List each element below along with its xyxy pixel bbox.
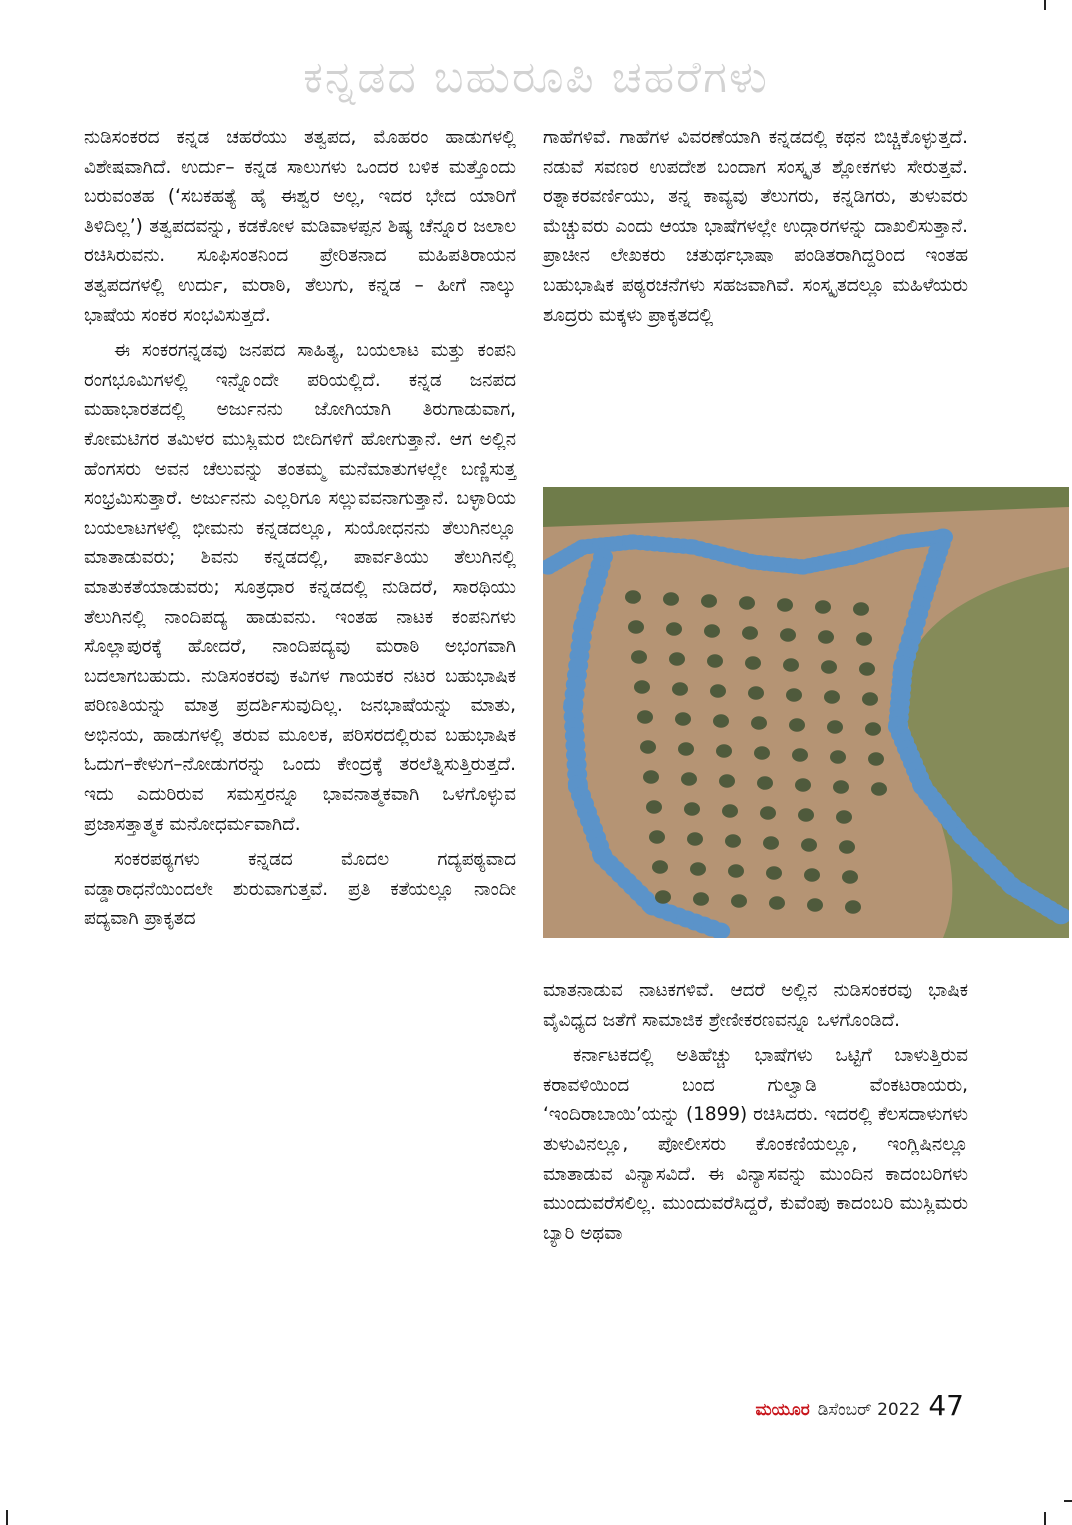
people-formation-photo [543, 487, 1069, 938]
issue-date: ಡಿಸೆಂಬರ್ 2022 [817, 1400, 921, 1420]
left-column [84, 123, 516, 940]
magazine-logo: ಮಯೂರ [755, 1400, 810, 1420]
page-number: 47 [928, 1389, 964, 1422]
article-header: ಕನ್ನಡದ ಬಹುರೂಪಿ ಚಹರೆಗಳು [303, 52, 769, 103]
page-footer [756, 1389, 965, 1422]
article-photo [543, 487, 1069, 938]
paragraph: ಗಾಹೆಗಳಿವೆ. ಗಾಹೆಗಳ ವಿವರಣೆಯಾಗಿ ಕನ್ನಡದಲ್ಲಿ ಕಥನ ಬಿಚ್ಚಿಕೊಳ್ಳುತ್ತದೆ. ನಡುವೆ ಸವಣರ ಉಪದೇಶ ಬಂದಾಗ ಸಂಸ್ಕೃತ ಶ್ಲೋಕಗಳು ಸೇರುತ್ತವೆ. ರತ್ನಾಕರವರ್ಣಿಯು, ತನ್ನ ಕಾವ್ಯವು ತೆಲುಗರು, ಕನ್ನಡಿಗರು, ತುಳುವರು ಮೆಚ್ಚುವರು ಎಂದು ಆಯಾ ಭಾಷೆಗಳಲ್ಲೇ ಉದ್ಗಾರಗಳನ್ನು ದಾಖಲಿಸುತ್ತಾನೆ. ಪ್ರಾಚೀನ ಲೇಖಕರು ಚತುರ್ಥಭಾಷಾ ಪಂಡಿತರಾಗಿದ್ದರಿಂದ ಇಂತಹ ಬಹುಭಾಷಿಕ ಪಠ್ಯರಚನೆಗಳು ಸಹಜವಾಗಿವೆ. ಸಂಸ್ಕೃತದಲ್ಲೂ ಮಹಿಳೆಯರು ಶೂದ್ರರು ಮಕ್ಕಳು ಪ್ರಾಕೃತದಲ್ಲಿ [543, 127, 968, 326]
right-column-bottom [543, 976, 968, 1254]
paragraph: ಸಂಕರಪಠ್ಯಗಳು ಕನ್ನಡದ ಮೊದಲ ಗದ್ಯಪಠ್ಯವಾದ ವಡ್ಡಾರಾಧನೆಯಿಂದಲೇ ಶುರುವಾಗುತ್ತವೆ. ಪ್ರತಿ ಕತೆಯಲ್ಲೂ ನಾಂದೀ ಪದ್ಯವಾಗಿ ಪ್ರಾಕೃತದ [84, 849, 516, 930]
right-column-top [543, 123, 968, 336]
crop-mark [1044, 1512, 1046, 1525]
paragraph: ನುಡಿಸಂಕರದ ಕನ್ನಡ ಚಹರೆಯು ತತ್ವಪದ, ಮೊಹರಂ ಹಾಡುಗಳಲ್ಲಿ ವಿಶೇಷವಾಗಿದೆ. ಉರ್ದು– ಕನ್ನಡ ಸಾಲುಗಳು ಒಂದರ ಬಳಿಕ ಮತ್ತೊಂದು ಬರುವಂತಹ (‘ಸಬಕಹತ್ಯೆ ಹೈ ಈಶ್ವರ ಅಲ್ಲ, ಇದರ ಭೇದ ಯಾರಿಗೆ ತಿಳಿದಿಲ್ಲ’) ತತ್ವಪದವನ್ನು, ಕಡಕೋಳ ಮಡಿವಾಳಪ್ಪನ ಶಿಷ್ಯ ಚೆನ್ನೂರ ಜಲಾಲ ರಚಿಸಿರುವನು. ಸೂಫಿಸಂತನಿಂದ ಪ್ರೇರಿತನಾದ ಮಹಿಪತಿರಾಯನ ತತ್ವಪದಗಳಲ್ಲಿ ಉರ್ದು, ಮರಾಠಿ, ತೆಲುಗು, ಕನ್ನಡ – ಹೀಗೆ ನಾಲ್ಕು ಭಾಷೆಯ ಸಂಕರ ಸಂಭವಿಸುತ್ತದೆ. [84, 127, 516, 326]
crop-mark [1064, 1500, 1072, 1502]
paragraph: ಮಾತನಾಡುವ ನಾಟಕಗಳಿವೆ. ಆದರೆ ಅಲ್ಲಿನ ನುಡಿಸಂಕರವು ಭಾಷಿಕ ವೈವಿಧ್ಯದ ಜತೆಗೆ ಸಾಮಾಜಿಕ ಶ್ರೇಣೀಕರಣವನ್ನೂ ಒಳಗೊಂಡಿದೆ. [543, 980, 968, 1031]
paragraph: ಈ ಸಂಕರಗನ್ನಡವು ಜನಪದ ಸಾಹಿತ್ಯ, ಬಯಲಾಟ ಮತ್ತು ಕಂಪನಿ ರಂಗಭೂಮಿಗಳಲ್ಲಿ ಇನ್ನೊಂದೇ ಪರಿಯಲ್ಲಿದೆ. ಕನ್ನಡ ಜನಪದ ಮಹಾಭಾರತದಲ್ಲಿ ಅರ್ಜುನನು ಜೋಗಿಯಾಗಿ ತಿರುಗಾಡುವಾಗ, ಕೋಮಟಿಗರ ತಮಿಳರ ಮುಸ್ಲಿಮರ ಬೀದಿಗಳಿಗೆ ಹೋಗುತ್ತಾನೆ. ಆಗ ಅಲ್ಲಿನ ಹೆಂಗಸರು ಅವನ ಚೆಲುವನ್ನು ತಂತಮ್ಮ ಮನೆಮಾತುಗಳಲ್ಲೇ ಬಣ್ಣಿಸುತ್ತ ಸಂಭ್ರಮಿಸುತ್ತಾರೆ. ಅರ್ಜುನನು ಎಲ್ಲರಿಗೂ ಸಲ್ಲುವವನಾಗುತ್ತಾನೆ. ಬಳ್ಳಾರಿಯ ಬಯಲಾಟಗಳಲ್ಲಿ ಭೀಮನು ಕನ್ನಡದಲ್ಲೂ, ಸುಯೋಧನನು ತೆಲುಗಿನಲ್ಲೂ ಮಾತಾಡುವರು; ಶಿವನು ಕನ್ನಡದಲ್ಲಿ, ಪಾರ್ವತಿಯು ತೆಲುಗಿನಲ್ಲಿ ಮಾತುಕತೆಯಾಡುವರು; ಸೂತ್ರಧಾರ ಕನ್ನಡದಲ್ಲಿ ನುಡಿದರೆ, ಸಾರಥಿಯು ತೆಲುಗಿನಲ್ಲಿ ನಾಂದಿಪದ್ಯ ಹಾಡುವನು. ಇಂತಹ ನಾಟಕ ಕಂಪನಿಗಳು ಸೊಲ್ಲಾಪುರಕ್ಕೆ ಹೋದರೆ, ನಾಂದಿಪದ್ಯವು ಮರಾಠಿ ಅಭಂಗವಾಗಿ ಬದಲಾಗಬಹುದು. ನುಡಿಸಂಕರವು ಕವಿಗಳ ಗಾಯಕರ ನಟರ ಬಹುಭಾಷಿಕ ಪರಿಣತಿಯನ್ನು ಮಾತ್ರ ಪ್ರದರ್ಶಿಸುವುದಿಲ್ಲ. ಜನಭಾಷೆಯನ್ನು ಮಾತು, ಅಭಿನಯ, ಹಾಡುಗಳಲ್ಲಿ ತರುವ ಮೂಲಕ, ಪರಿಸರದಲ್ಲಿರುವ ಬಹುಭಾಷಿಕ ಓದುಗ–ಕೇಳುಗ–ನೋಡುಗರನ್ನು ಒಂದು ಕೇಂದ್ರಕ್ಕೆ ತರಲೆತ್ನಿಸುತ್ತಿರುತ್ತದೆ. ಇದು ಎದುರಿರುವ ಸಮಸ್ತರನ್ನೂ ಭಾವನಾತ್ಮಕವಾಗಿ ಒಳಗೊಳ್ಳುವ ಪ್ರಜಾಸತ್ತಾತ್ಮಕ ಮನೋಧರ್ಮವಾಗಿದೆ. [84, 340, 516, 835]
crop-mark [6, 1510, 8, 1525]
crop-mark [1044, 0, 1046, 10]
paragraph: ಕರ್ನಾಟಕದಲ್ಲಿ ಅತಿಹೆಚ್ಚು ಭಾಷೆಗಳು ಒಟ್ಟಿಗೆ ಬಾಳುತ್ತಿರುವ ಕರಾವಳಿಯಿಂದ ಬಂದ ಗುಲ್ವಾಡಿ ವೆಂಕಟರಾಯರು, ‘ಇಂದಿರಾಬಾಯಿ’ಯನ್ನು (1899) ರಚಿಸಿದರು. ಇದರಲ್ಲಿ ಕೆಲಸದಾಳುಗಳು ತುಳುವಿನಲ್ಲೂ, ಪೋಲೀಸರು ಕೊಂಕಣಿಯಲ್ಲೂ, ಇಂಗ್ಲಿಷಿನಲ್ಲೂ ಮಾತಾಡುವ ವಿನ್ಯಾಸವಿದೆ. ಈ ವಿನ್ಯಾಸವನ್ನು ಮುಂದಿನ ಕಾದಂಬರಿಗಳು ಮುಂದುವರೆಸಲಿಲ್ಲ. ಮುಂದುವರೆಸಿದ್ದರೆ, ಕುವೆಂಪು ಕಾದಂಬರಿ ಮುಸ್ಲಿಮರು ಬ್ಯಾರಿ ಅಥವಾ [543, 1045, 968, 1244]
